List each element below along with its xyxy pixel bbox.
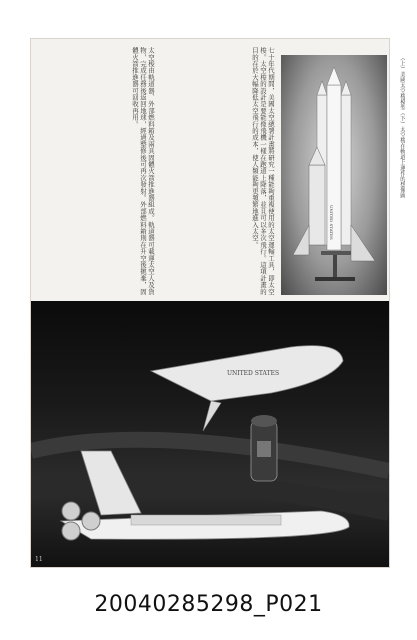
shuttle-model-photo [281,55,387,295]
upper-spacecraft [151,346,343,431]
article-text-area [39,47,279,297]
payload-module [251,415,277,481]
archive-id: 20040285298_P021 [94,592,323,617]
article-column-left: 太空梭由軌道器、外部燃料箱及兩具固體火箭推進器組成。軌道器可載運太空人及貨物，完成任務後返回地球，經過整修後可再次發射。外部燃料箱則在升空後拋棄，固體火箭推進器可回收再用。 [131,47,155,295]
shuttle-orbit-drawing [31,301,389,567]
page-number: 11 [35,556,43,563]
article-column-right: 七十年代期間，美國太空總署計畫將研究一種能夠重複使用的太空運輸工具，即太空梭。太空梭的設計是要能像飛機一樣在跑道上降落，並且可以多次飛行。這項計畫的目的在於大幅降低太空飛行的成本，使人類能夠更頻繁地進入太空。 [251,47,275,295]
shuttle-orbit-illustration [31,301,389,567]
shuttle-label: UNITED STATES [227,370,280,377]
photo-caption: （上）美國太空梭模型（下）太空梭在軌道上運作的想像圖 [399,55,405,198]
magazine-page [30,38,405,568]
rocket-label: UNITED STATES [329,205,334,240]
shuttle-model-illustration [281,55,387,295]
